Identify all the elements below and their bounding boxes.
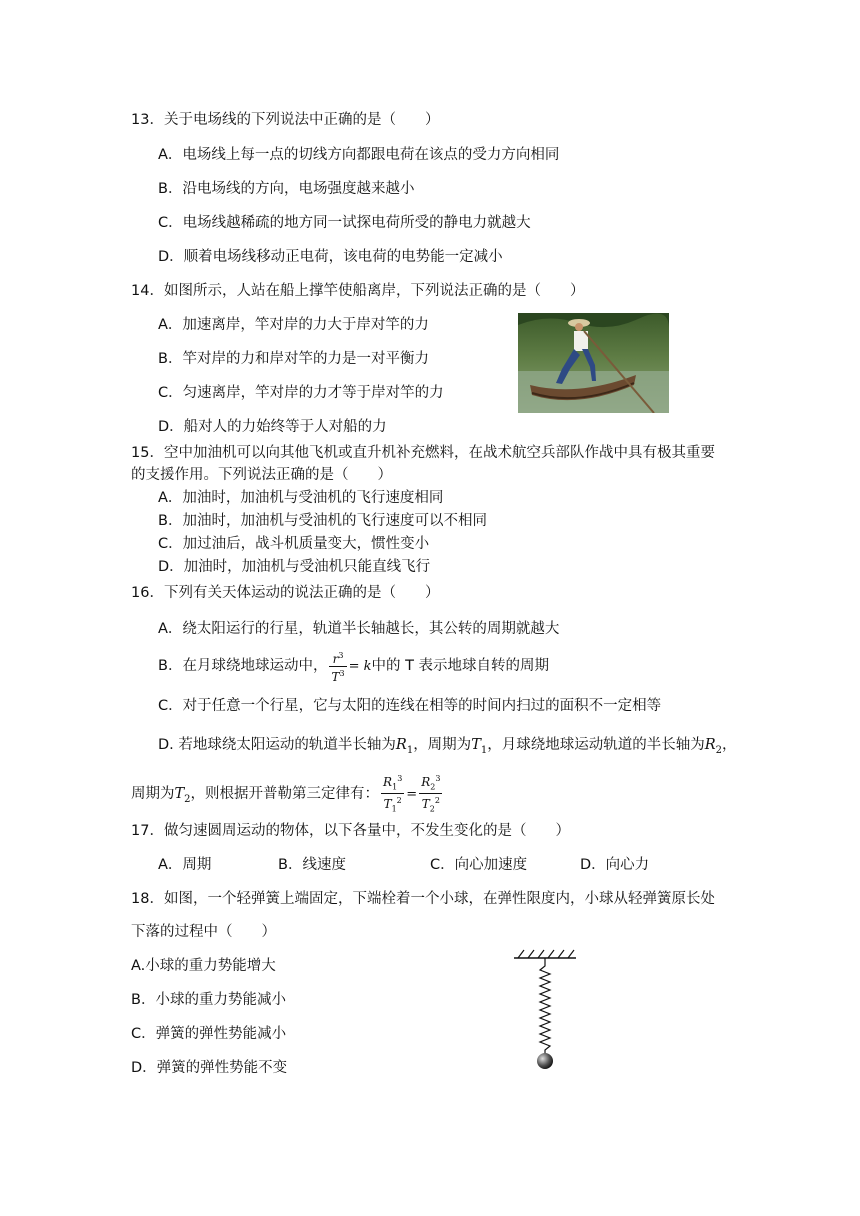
q13-option-d: D．顺着电场线移动正电荷，该电荷的电势能一定减小 — [158, 249, 503, 265]
sym-r: R — [421, 775, 431, 789]
q16-option-d-line1: D. 若地球绕太阳运动的轨道半长轴为$R_1$，周期为$T_1$，月球绕地球运动轨道的半长轴为$R_2$， — [158, 737, 737, 756]
q18-stem-line2: 下落的过程中（ ） — [131, 924, 276, 940]
q16-option-a: A．绕太阳运行的行星，轨道半长轴越长，其公转的周期就越大 — [158, 621, 560, 637]
idx-2: 2 — [430, 782, 436, 792]
q16-b-text-2: 中的 T 表示地球自转的周期 — [371, 658, 550, 674]
q18-option-c: C．弹簧的弹性势能减小 — [131, 1026, 287, 1042]
idx-2: 2 — [429, 804, 435, 814]
q16-d-text-1: D. 若地球绕太阳运动的轨道半长轴为 — [158, 737, 396, 753]
symbol-t1 — [471, 737, 488, 756]
q16-d-text-2: ，周期为 — [413, 737, 472, 753]
boat-pole-photo — [518, 313, 669, 413]
q16-d-text-5: ，则根据开普勒第三定律有： — [190, 785, 380, 802]
sym-t: T — [174, 785, 185, 802]
q17-option-c: C．向心加速度 — [430, 857, 528, 873]
q15-stem-line2: 的支援作用。下列说法正确的是（ ） — [131, 467, 392, 483]
q13-stem: 13．关于电场线的下列说法中正确的是（ ） — [131, 112, 440, 128]
symbol-r2 — [704, 737, 723, 756]
q15-stem-line1: 15．空中加油机可以向其他飞机或直升机补充燃料，在战术航空兵部队作战中具有极其重要 — [131, 445, 715, 461]
ball — [537, 1053, 553, 1069]
frac-den: T — [331, 669, 340, 684]
q16-b-text-1: B．在月球绕地球运动中， — [158, 658, 328, 674]
idx-2: 2 — [184, 793, 191, 805]
sym-t: T — [383, 797, 392, 812]
idx-2: 2 — [715, 744, 723, 756]
kepler-ratio-right: $\frac{R_2^3}{T_2^2}$ — [421, 774, 441, 814]
ceiling-support — [514, 950, 576, 958]
q16-b-equals-k: = k — [348, 659, 372, 674]
q15-option-c: C．加过油后，战斗机质量变大，惯性变小 — [158, 536, 430, 552]
sym-r: R — [704, 737, 716, 753]
q14-stem: 14．如图所示，人站在船上撑竿使船离岸，下列说法正确的是（ ） — [131, 283, 585, 299]
q16-option-b — [158, 648, 549, 685]
q18-option-d: D．弹簧的弹性势能不变 — [131, 1060, 288, 1076]
idx-1: 1 — [406, 744, 414, 756]
q13-option-a: A．电场线上每一点的切线方向都跟电荷在该点的受力方向相同 — [158, 147, 560, 163]
q16-d-text-3: ，月球绕地球运动轨道的半长轴为 — [487, 737, 705, 753]
q17-option-a: A．周期 — [158, 857, 212, 873]
q16-d-text-4: 周期为 — [131, 785, 175, 802]
q17-option-d: D．向心力 — [580, 857, 650, 873]
symbol-r1 — [395, 737, 414, 756]
q15-option-b: B．加油时，加油机与受油机的飞行速度可以不相同 — [158, 513, 487, 529]
q14-option-c: C．匀速离岸，竿对岸的力才等于岸对竿的力 — [158, 385, 444, 401]
q16-option-d-line2: 周期为$T_2$，则根据开普勒第三定律有： $\frac{R_1^3}{T_1^2}$ = $\frac{R_2^3}{T_2^2}$ — [131, 774, 441, 814]
q14-option-a: A．加速离岸，竿对岸的力大于岸对竿的力 — [158, 317, 429, 333]
q15-option-d: D．加油时，加油机与受油机只能直线飞行 — [158, 559, 431, 575]
q13-option-b: B．沿电场线的方向，电场强度越来越小 — [158, 181, 415, 197]
sym-t: T — [421, 797, 430, 812]
spring-ball-diagram — [510, 946, 580, 1072]
kepler-fraction: $\frac{r^3}{T^3}$ — [331, 650, 345, 684]
idx-1: 1 — [391, 804, 397, 814]
q18-option-a: A.小球的重力势能增大 — [131, 958, 276, 974]
q14-option-b: B．竿对岸的力和岸对竿的力是一对平衡力 — [158, 351, 429, 367]
sym-r: R — [383, 775, 393, 789]
q17-option-b: B．线速度 — [278, 857, 346, 873]
q16-option-c: C．对于任意一个行星，它与太阳的连线在相等的时间内扫过的面积不一定相等 — [158, 698, 662, 714]
kepler-ratio-left: $\frac{R_1^3}{T_1^2}$ — [383, 774, 403, 814]
q15-option-a: A．加油时，加油机与受油机的飞行速度相同 — [158, 490, 444, 506]
q18-stem-line1: 18．如图，一个轻弹簧上端固定，下端栓着一个小球，在弹性限度内，小球从轻弹簧原长处 — [131, 891, 715, 907]
symbol-t2 — [174, 785, 191, 805]
q13-option-c: C．电场线越稀疏的地方同一试探电荷所受的静电力就越大 — [158, 215, 531, 231]
spring-coil — [540, 958, 550, 1054]
sym-t: T — [471, 737, 481, 753]
sym-r: R — [395, 737, 407, 753]
idx-1: 1 — [480, 744, 488, 756]
q14-option-d: D．船对人的力始终等于人对船的力 — [158, 419, 387, 435]
q16-stem: 16．下列有关天体运动的说法正确的是（ ） — [131, 585, 440, 601]
q18-option-b: B．小球的重力势能减小 — [131, 992, 286, 1008]
idx-1: 1 — [392, 782, 398, 792]
q17-stem: 17．做匀速圆周运动的物体，以下各量中，不发生变化的是（ ） — [131, 823, 570, 839]
frac-num: r — [332, 651, 339, 666]
